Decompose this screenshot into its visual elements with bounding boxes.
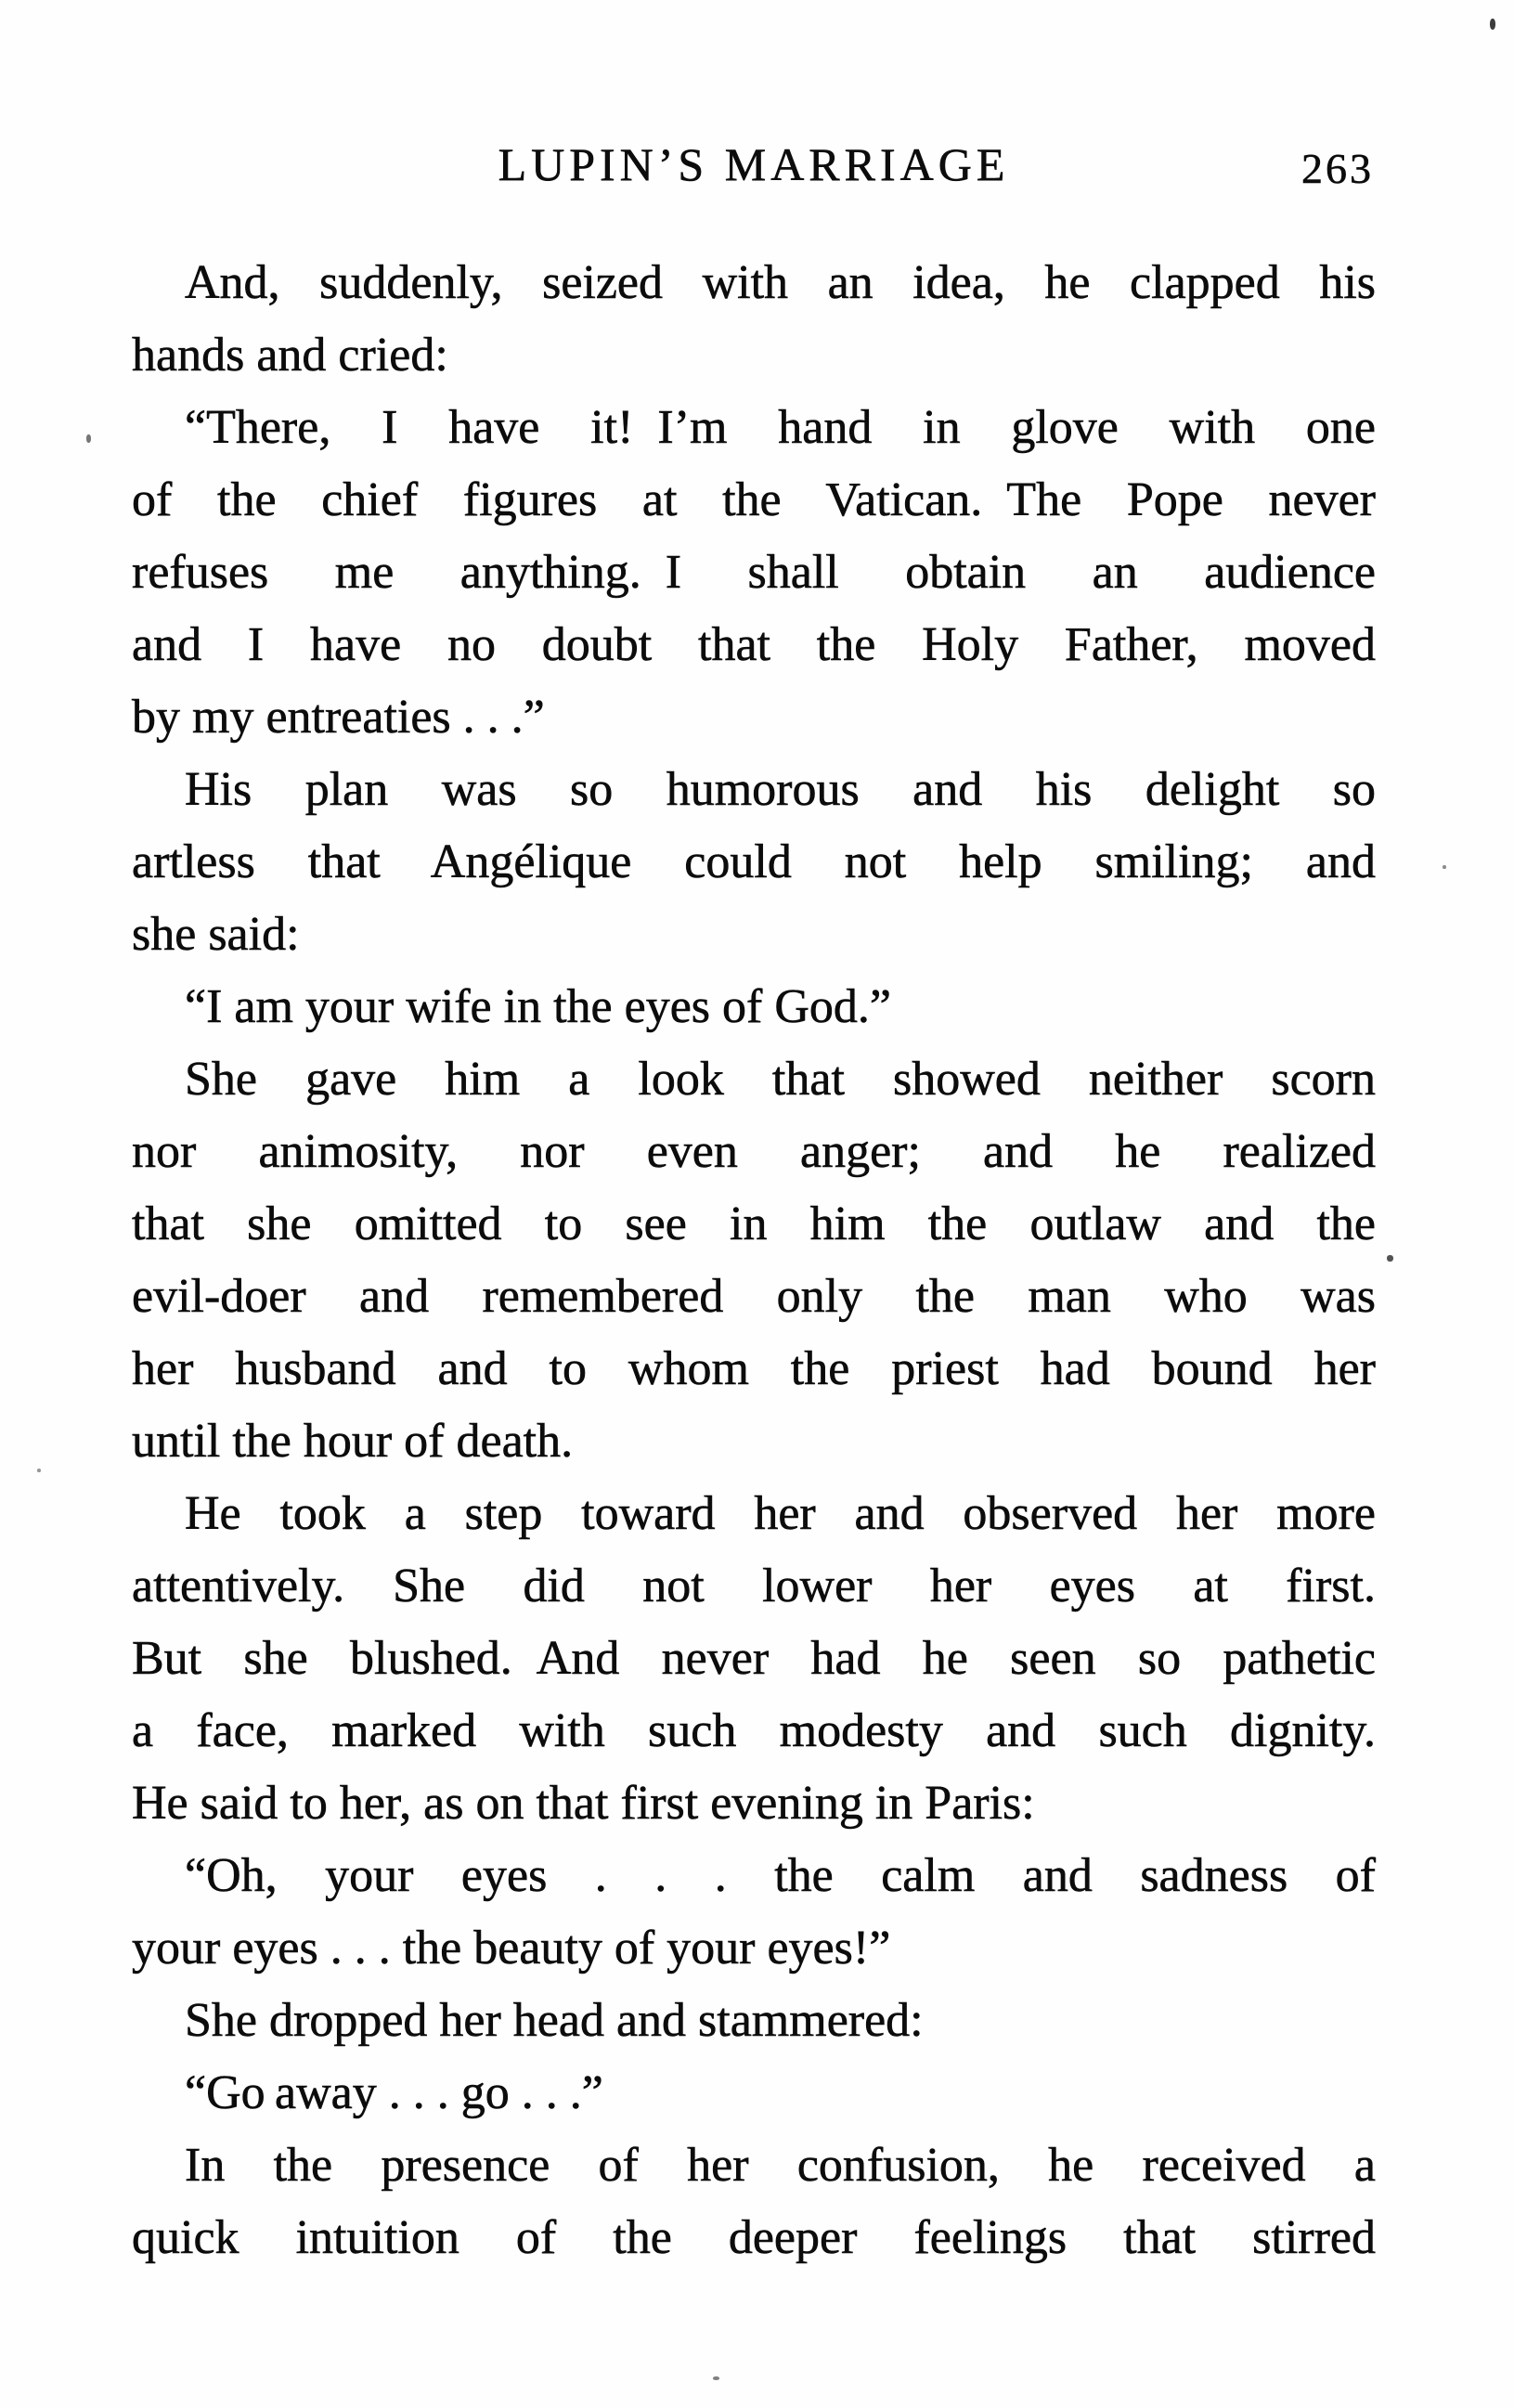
page-header xyxy=(132,137,1376,197)
body-text xyxy=(132,247,1376,2274)
text-line: “There, I have it! I’m hand in glove with one xyxy=(185,401,1376,454)
text-line: of the chief figures at the Vatican. The Pope never xyxy=(132,473,1376,526)
text-line: She gave him a look that showed neither scorn xyxy=(185,1053,1376,1106)
scan-speck xyxy=(1387,1255,1393,1262)
text-line: In the presence of her confusion, he received a xyxy=(185,2139,1376,2192)
text-line: by my entreaties . . .” xyxy=(132,691,545,744)
scan-speck xyxy=(1443,865,1446,869)
text-line: But she blushed. And never had he seen so pathetic xyxy=(132,1632,1376,1685)
text-line: your eyes . . . the beauty of your eyes!” xyxy=(132,1922,891,1974)
scan-speck xyxy=(86,434,91,443)
scan-speck xyxy=(37,1469,41,1472)
text-line: “Oh, your eyes . . . the calm and sadness of xyxy=(185,1849,1376,1902)
text-line: a face, marked with such modesty and such dignity. xyxy=(132,1704,1376,1757)
text-line: that she omitted to see in him the outlaw and the xyxy=(132,1198,1376,1250)
text-line: her husband and to whom the priest had bound her xyxy=(132,1342,1376,1395)
text-line: “Go away . . . go . . .” xyxy=(185,2066,603,2119)
text-line: hands and cried: xyxy=(132,329,448,382)
scan-speck xyxy=(1490,19,1495,30)
running-title: LUPIN’S MARRIAGE xyxy=(498,138,1010,190)
text-line: attentively. She did not lower her eyes at first. xyxy=(132,1560,1376,1612)
text-line: He said to her, as on that first evening in Paris: xyxy=(132,1777,1035,1830)
page-number: 263 xyxy=(1301,145,1374,192)
text-line: artless that Angélique could not help smiling; and xyxy=(132,835,1376,888)
text-line: She dropped her head and stammered: xyxy=(185,1994,924,2047)
text-line: until the hour of death. xyxy=(132,1415,574,1468)
text-line: His plan was so humorous and his delight so xyxy=(185,763,1376,816)
text-line: And, suddenly, seized with an idea, he clapped his xyxy=(185,256,1376,309)
text-line: “I am your wife in the eyes of God.” xyxy=(185,980,891,1033)
text-line: and I have no doubt that the Holy Father, moved xyxy=(132,618,1376,671)
text-line: quick intuition of the deeper feelings that stirred xyxy=(132,2211,1376,2264)
text-line: she said: xyxy=(132,908,300,961)
scan-speck xyxy=(713,2376,719,2380)
text-line: refuses me anything. I shall obtain an audience xyxy=(132,546,1376,599)
text-line: nor animosity, nor even anger; and he realized xyxy=(132,1125,1376,1178)
text-line: He took a step toward her and observed her more xyxy=(185,1487,1376,1540)
text-line: evil-doer and remembered only the man who was xyxy=(132,1270,1376,1323)
